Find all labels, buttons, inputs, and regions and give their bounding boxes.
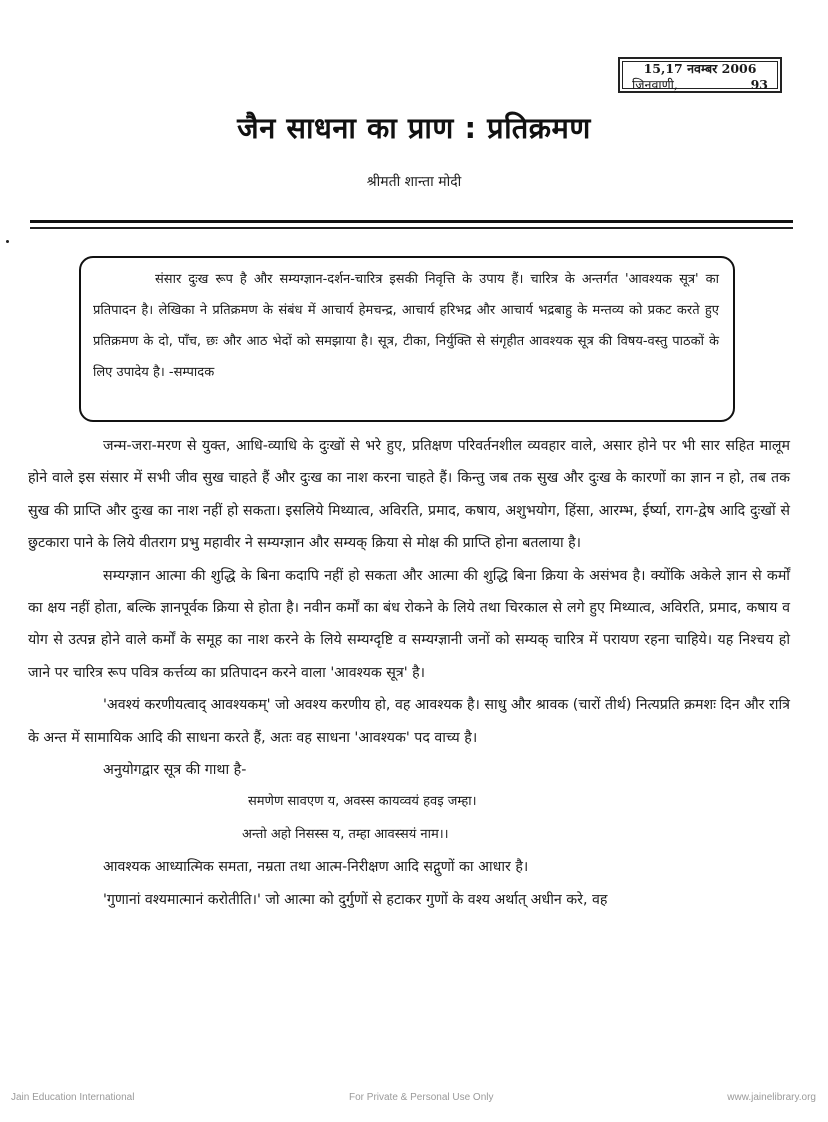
issue-info-box: [618, 57, 782, 93]
page-number: 93: [750, 77, 768, 92]
article-author: श्रीमती शान्ता मोदी: [366, 174, 462, 190]
footer-publisher: Jain Education International: [11, 1092, 135, 1103]
paragraph: 'अवश्यं करणीयत्वाद् आवश्यकम्' जो अवश्य करणीय हो, वह आवश्यक है। साधु और श्रावक (चारों तीर्थ) नित्यप्रति क्रमशः दिन और रात्रि के अन्त में सामायिक आदि की साधना करते हैं, अतः वह साधना 'आवश्यक' पद वाच्य है।: [28, 697, 790, 746]
paragraph: अनुयोगद्वार सूत्र की गाथा है-: [103, 762, 247, 779]
editor-note-box: [79, 256, 735, 422]
paragraph: सम्यग्ज्ञान आत्मा की शुद्धि के बिना कदापि नहीं हो सकता और आत्मा की शुद्धि बिना क्रिया के असंभव है। क्योंकि अकेले ज्ञान से कर्मों का क्षय नहीं होता, बल्कि ज्ञानपूर्वक क्रिया से होता है। नवीन कर्मों का बंध रोकने के लिये तथा चिरकाल से लगे हुए मिथ्यात्व, अविरति, प्रमाद, कषाय व योग से उत्पन्न होने वाले कर्मों के समूह का नाश करने के लिये सम्यग्दृष्टि व सम्यग्ज्ञानी जनों को सम्यक् चारित्र में परायण रहना चाहिये। यह निश्चय हो जाने पर चारित्र रूप पवित्र कर्त्तव्य का प्रतिपादन करने वाला 'आवश्यक सूत्र' है।: [28, 567, 790, 681]
paragraph: जन्म-जरा-मरण से युक्त, आधि-व्याधि के दुःखों से भरे हुए, प्रतिक्षण परिवर्तनशील व्यवहार वाले, असार होने पर भी सार सहित मालूम होने वाले इस संसार में सभी जीव सुख चाहते हैं और दुःख का नाश करना चाहते हैं। किन्तु जब तक सुख और दुःख के कारणों का ज्ञान न हो, तब तक सुख की प्राप्ति और दुःख का नाश नहीं हो सकता। इसलिये मिथ्यात्व, अविरति, प्रमाद, कषाय, अशुभयोग, हिंसा, आरम्भ, ईर्ष्या, राग-द्वेष आदि दुःखों से छुटकारा पाने के लिये वीतराग प्रभु महावीर ने सम्यग्ज्ञान और सम्यक् क्रिया से मोक्ष की प्राप्ति होना बतलाया है।: [28, 438, 790, 552]
paragraph: आवश्यक आध्यात्मिक समता, नम्रता तथा आत्म-निरीक्षण आदि सद्गुणों का आधार है।: [103, 859, 529, 876]
magazine-name: जिनवाणी,: [632, 77, 678, 92]
paragraph: 'गुणानां वश्यमात्मानं करोतीति।' जो आत्मा को दुर्गुणों से हटाकर गुणों के वश्य अर्थात् अधीन करे, वह: [103, 891, 608, 908]
editor-note-text: संसार दुःख रूप है और सम्यग्ज्ञान-दर्शन-चारित्र इसकी निवृत्ति के उपाय हैं। चारित्र के अन्तर्गत 'आवश्यक सूत्र' का प्रतिपादन है। लेखिका ने प्रतिक्रमण के संबंध में आचार्य हेमचन्द्र, आचार्य हरिभद्र और आचार्य भद्रबाहु के मन्तव्य को प्रकट करते हुए प्रतिक्रमण के दो, पाँच, छः और आठ भेदों को समझाया है। सूत्र, टीका, निर्युक्ति से संगृहीत आवश्यक सूत्र की विषय-वस्तु पाठकों के लिए उपादेय है। -सम्पादक: [93, 272, 719, 380]
divider-thin: [30, 227, 793, 229]
verse-line: समणेण सावएण य, अवस्स कायव्वयं हवइ जम्हा।: [248, 794, 477, 810]
scan-artifact-dot: [6, 240, 9, 243]
article-title: जैन साधना का प्राण : प्रतिक्रमण: [237, 111, 591, 145]
verse-line: अन्तो अहो निसस्स य, तम्हा आवस्सयं नाम।।: [242, 826, 449, 842]
footer-usage-note: For Private & Personal Use Only: [349, 1092, 494, 1103]
article-body: [28, 430, 790, 916]
divider-thick: [30, 220, 793, 223]
issue-date: 15,17 नवम्बर 2006: [643, 61, 757, 76]
magazine-page-row: [632, 77, 768, 93]
footer-website-link[interactable]: www.jainelibrary.org: [727, 1092, 816, 1103]
